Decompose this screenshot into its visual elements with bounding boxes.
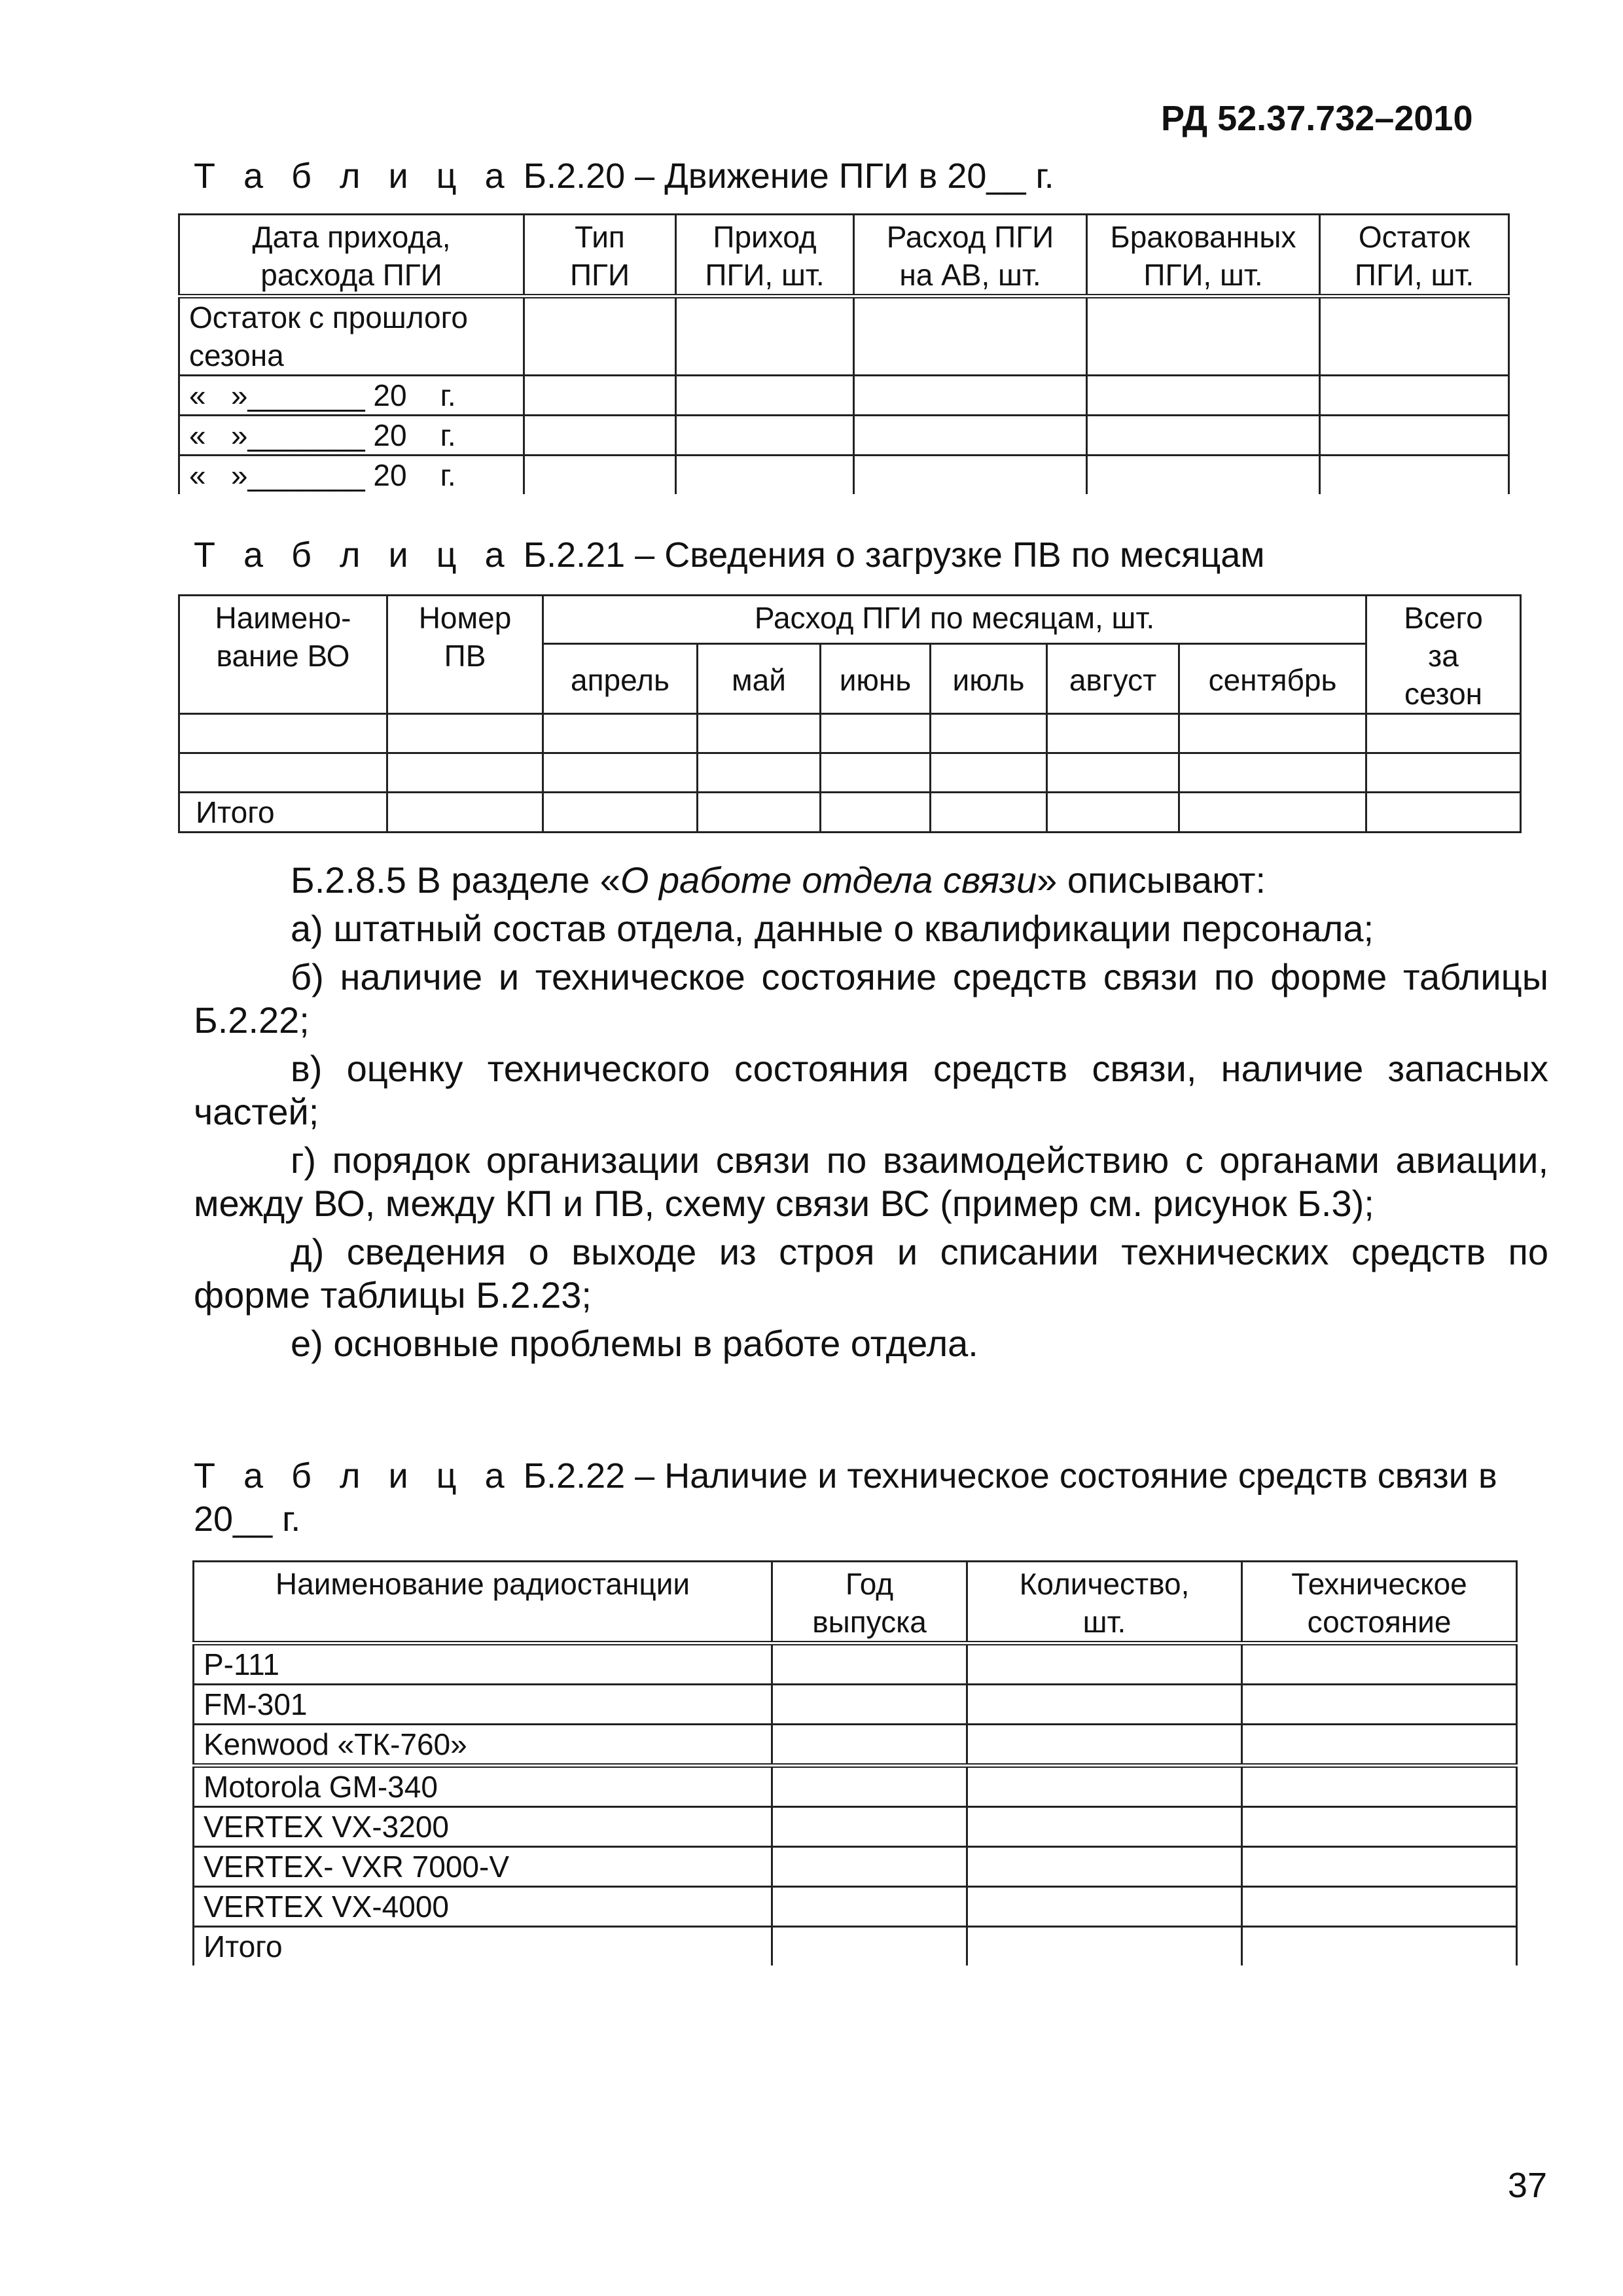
- row-label: Остаток с прошлого сезона: [179, 296, 524, 376]
- col-qty-header: Количество, шт.: [967, 1562, 1242, 1643]
- row-date: « »_______ 20 г.: [179, 376, 524, 416]
- table-row: [179, 296, 1509, 376]
- station-name: VERTEX VX-3200: [194, 1807, 772, 1847]
- list-item: в) оценку технического состояния средств связи, наличие запасных частей;: [194, 1048, 1548, 1132]
- col-expense-header: Расход ПГИ на АВ, шт.: [854, 215, 1087, 296]
- table-b221: [178, 594, 1522, 833]
- station-name: VERTEX VX-4000: [194, 1887, 772, 1927]
- station-name: VERTEX- VXR 7000-V: [194, 1847, 772, 1887]
- list-item: г) порядок организации связи по взаимодействию с органами авиации, между ВО, между КП и ПВ, схему связи ВС (пример см. рисунок Б.3);: [194, 1139, 1548, 1224]
- col-type-header: Тип ПГИ: [524, 215, 676, 296]
- total-label: Итого: [194, 1927, 772, 1966]
- caption-text: Б.2.20 – Движение ПГИ в 20__ г.: [523, 156, 1054, 196]
- total-label: Итого: [179, 793, 387, 833]
- month-july: июль: [931, 644, 1047, 714]
- row-date: « »_______ 20 г.: [179, 456, 524, 495]
- caption-prefix: Т а б л и ц а: [194, 1456, 514, 1496]
- list-item: б) наличие и техническое состояние средств связи по форме таблицы Б.2.22;: [194, 956, 1548, 1041]
- table-row: [179, 456, 1509, 495]
- caption-text: Б.2.21 – Сведения о загрузке ПВ по месяцам: [523, 535, 1265, 575]
- col-number-header: Номер ПВ: [387, 596, 543, 714]
- month-april: апрель: [543, 644, 698, 714]
- table-b222: [192, 1560, 1518, 1965]
- col-name-header: Наимено- вание ВО: [179, 596, 387, 714]
- section-text: [194, 859, 1548, 1371]
- total-row: [194, 1927, 1517, 1966]
- caption-text: Б.2.22 – Наличие и техническое состояние средств связи в: [523, 1456, 1497, 1496]
- col-state-header: Техническое состояние: [1242, 1562, 1517, 1643]
- month-group-header: Расход ПГИ по месяцам, шт.: [543, 596, 1366, 644]
- table-b221-caption: [194, 533, 1264, 577]
- table-row: [194, 1847, 1517, 1887]
- section-intro: Б.2.8.5 В разделе «О работе отдела связи» описывают:: [291, 859, 1266, 901]
- page-number: 37: [1507, 2166, 1547, 2205]
- col-station-header: Наименование радиостанции: [194, 1562, 772, 1643]
- document-code: РД 52.37.732–2010: [1161, 99, 1473, 138]
- caption-cont: 20__ г.: [194, 1499, 301, 1539]
- table-row: [194, 1643, 1517, 1685]
- station-name: Motorola GM-340: [194, 1766, 772, 1807]
- total-row: [179, 793, 1521, 833]
- station-name: Kenwood «ТК-760»: [194, 1725, 772, 1766]
- table-b222-caption: [194, 1454, 1548, 1541]
- col-date-header: Дата прихода, расхода ПГИ: [179, 215, 524, 296]
- table-b220-caption: [194, 154, 1054, 198]
- col-defective-header: Бракованных ПГИ, шт.: [1087, 215, 1320, 296]
- month-august: август: [1047, 644, 1179, 714]
- table-row: [194, 1807, 1517, 1847]
- table-row: [194, 1725, 1517, 1766]
- list-item: д) сведения о выходе из строя и списании технических средств по форме таблицы Б.2.23;: [194, 1231, 1548, 1316]
- table-row: [194, 1685, 1517, 1725]
- table-row: [194, 1887, 1517, 1927]
- table-row: [194, 1766, 1517, 1807]
- caption-prefix: Т а б л и ц а: [194, 535, 514, 575]
- row-date: « »_______ 20 г.: [179, 416, 524, 456]
- table-row: [179, 416, 1509, 456]
- table-row: [179, 714, 1521, 753]
- station-name: Р-111: [194, 1643, 772, 1685]
- table-row: [179, 753, 1521, 793]
- month-may: май: [698, 644, 821, 714]
- table-row: [179, 376, 1509, 416]
- month-june: июнь: [821, 644, 931, 714]
- col-balance-header: Остаток ПГИ, шт.: [1320, 215, 1509, 296]
- station-name: FM-301: [194, 1685, 772, 1725]
- col-income-header: Приход ПГИ, шт.: [676, 215, 854, 296]
- list-item: е) основные проблемы в работе отдела.: [291, 1323, 978, 1364]
- caption-prefix: Т а б л и ц а: [194, 156, 514, 196]
- table-b220: [178, 213, 1510, 494]
- col-total-header: Всего за сезон: [1366, 596, 1521, 714]
- month-september: сентябрь: [1179, 644, 1366, 714]
- col-year-header: Год выпуска: [772, 1562, 967, 1643]
- list-item: а) штатный состав отдела, данные о квалификации персонала;: [291, 908, 1374, 949]
